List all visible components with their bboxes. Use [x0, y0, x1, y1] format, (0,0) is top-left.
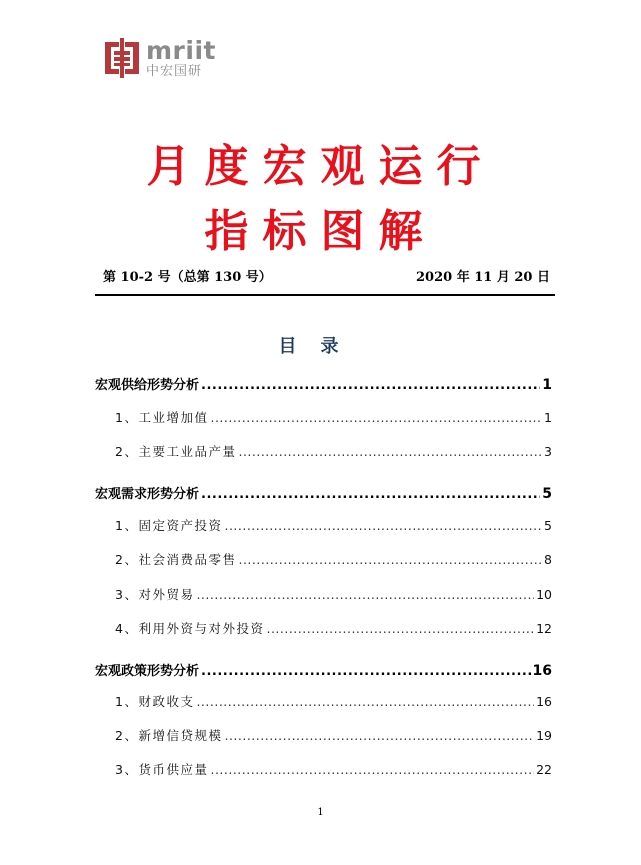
toc-entry-label: 2、社会消费品零售 [115, 552, 237, 567]
toc-entry-label: 1、财政收支 [115, 694, 195, 709]
logo-chinese-name: 中宏国研 [146, 64, 203, 79]
toc-entry-foreign-trade[interactable] [95, 585, 552, 603]
toc-leader [224, 518, 542, 533]
issue-info [103, 266, 550, 285]
toc-entry-label: 3、货币供应量 [115, 762, 209, 777]
toc-entry-supply[interactable] [95, 374, 552, 393]
toc-leader [238, 444, 542, 459]
toc-leader [196, 587, 534, 602]
toc-leader [196, 694, 534, 709]
toc-entry-foreign-investment[interactable] [95, 619, 552, 637]
issue-number: 第 10-2 号（总第 130 号） [103, 270, 272, 285]
toc-entry-page: 1 [542, 377, 552, 393]
toc-entry-label: 1、固定资产投资 [115, 518, 223, 533]
toc-entry-label: 宏观政策形势分析 [95, 664, 200, 679]
page-number: 1 [317, 807, 324, 818]
toc-entry-industrial-value-added[interactable] [95, 408, 552, 426]
toc-leader [224, 728, 534, 743]
toc-entry-industrial-output[interactable] [95, 442, 552, 460]
toc-entry-label: 1、工业增加值 [115, 410, 209, 425]
toc-entry-fixed-asset-investment[interactable] [95, 516, 552, 534]
toc-entry-label: 宏观需求形势分析 [95, 487, 200, 502]
toc-entry-page: 19 [536, 728, 552, 743]
toc-entry-page: 5 [542, 486, 552, 502]
toc-leader [266, 621, 534, 636]
toc-entry-money-supply[interactable] [95, 760, 552, 778]
toc-entry-page: 8 [544, 552, 552, 567]
report-title-line2: 指标图解 [204, 206, 437, 257]
toc-leader [201, 378, 540, 393]
toc-leader [210, 410, 542, 425]
toc-leader [201, 487, 540, 502]
toc-entry-fiscal[interactable] [95, 692, 552, 710]
toc-heading: 目录 [278, 336, 363, 357]
toc-entry-label: 2、新增信贷规模 [115, 728, 223, 743]
brand-logo [104, 38, 216, 78]
toc-entry-demand[interactable] [95, 483, 552, 502]
toc-entry-page: 5 [544, 518, 552, 533]
toc-entry-new-credit[interactable] [95, 726, 552, 744]
toc-entry-policy[interactable] [95, 660, 552, 679]
logo-wordmark: mriit [146, 36, 216, 65]
toc-entry-retail-sales[interactable] [95, 550, 552, 568]
header-divider [95, 294, 555, 296]
toc-entry-label: 宏观供给形势分析 [95, 378, 200, 393]
toc-entry-label: 4、利用外资与对外投资 [115, 621, 265, 636]
toc-entry-page: 12 [536, 621, 552, 636]
toc-entry-page: 3 [544, 444, 552, 459]
toc-entry-page: 16 [536, 694, 552, 709]
toc-leader [238, 552, 542, 567]
toc-entry-page: 22 [536, 762, 552, 777]
toc-entry-page: 1 [544, 410, 552, 425]
toc-entry-label: 2、主要工业品产量 [115, 444, 237, 459]
toc-entry-page: 10 [536, 587, 552, 602]
issue-date: 2020 年 11 月 20 日 [416, 270, 550, 285]
report-title-line1: 月度宏观运行 [146, 141, 495, 192]
toc-entry-label: 3、对外贸易 [115, 587, 195, 602]
toc-leader [210, 762, 534, 777]
toc-leader [201, 664, 531, 679]
mriit-logo-icon [104, 38, 140, 78]
toc-entry-page: 16 [532, 663, 552, 679]
